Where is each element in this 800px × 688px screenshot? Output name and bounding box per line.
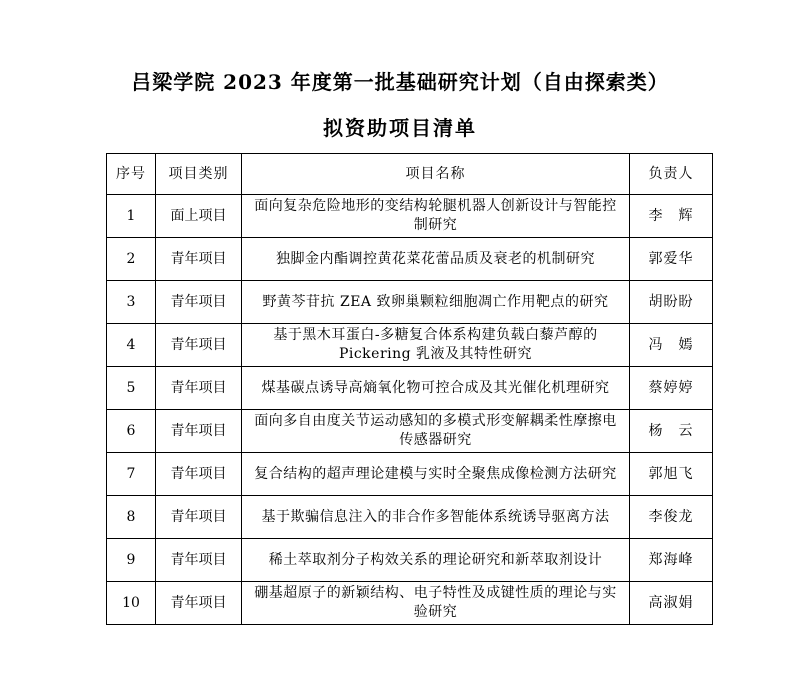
row-number: 8	[107, 496, 156, 539]
row-project-name: 面向复杂危险地形的变结构轮腿机器人创新设计与智能控制研究	[242, 195, 630, 238]
row-number: 1	[107, 195, 156, 238]
header-number: 序号	[107, 154, 156, 195]
table-row	[107, 582, 713, 625]
row-category: 青年项目	[156, 238, 242, 281]
row-category: 青年项目	[156, 453, 242, 496]
row-number: 10	[107, 582, 156, 625]
row-leader: 郭爱华	[630, 238, 713, 281]
project-table	[106, 153, 713, 625]
row-category: 青年项目	[156, 324, 242, 367]
row-number: 9	[107, 539, 156, 582]
header-project-name: 项目名称	[242, 154, 630, 195]
table-row	[107, 281, 713, 324]
row-project-name: 野黄芩苷抗 ZEA 致卵巢颗粒细胞凋亡作用靶点的研究	[242, 281, 630, 324]
row-leader: 郑海峰	[630, 539, 713, 582]
row-leader: 杨 云	[630, 410, 713, 453]
row-leader: 蔡婷婷	[630, 367, 713, 410]
table-row	[107, 496, 713, 539]
row-number: 6	[107, 410, 156, 453]
table-header-row	[107, 154, 713, 195]
row-category: 青年项目	[156, 539, 242, 582]
row-leader: 李 辉	[630, 195, 713, 238]
row-number: 4	[107, 324, 156, 367]
row-number: 7	[107, 453, 156, 496]
document-title: 吕梁学院 2023 年度第一批基础研究计划（自由探索类）	[131, 70, 669, 94]
header-leader: 负责人	[630, 154, 713, 195]
row-project-name: 基于黑木耳蛋白-多糖复合体系构建负载白藜芦醇的 Pickering 乳液及其特性研究	[242, 324, 630, 367]
table-row	[107, 367, 713, 410]
row-category: 青年项目	[156, 410, 242, 453]
row-category: 青年项目	[156, 496, 242, 539]
table-row	[107, 195, 713, 238]
row-leader: 胡盼盼	[630, 281, 713, 324]
header-category: 项目类别	[156, 154, 242, 195]
row-number: 5	[107, 367, 156, 410]
row-project-name: 面向多自由度关节运动感知的多模式形变解耦柔性摩擦电传感器研究	[242, 410, 630, 453]
row-project-name: 煤基碳点诱导高熵氧化物可控合成及其光催化机理研究	[242, 367, 630, 410]
table-row	[107, 410, 713, 453]
row-leader: 高淑娟	[630, 582, 713, 625]
table-row	[107, 238, 713, 281]
row-category: 青年项目	[156, 281, 242, 324]
document-subtitle: 拟资助项目清单	[323, 116, 477, 140]
row-project-name: 独脚金内酯调控黄花菜花蕾品质及衰老的机制研究	[242, 238, 630, 281]
table-row	[107, 539, 713, 582]
row-project-name: 硼基超原子的新颖结构、电子特性及成键性质的理论与实验研究	[242, 582, 630, 625]
row-project-name: 稀土萃取剂分子构效关系的理论研究和新萃取剂设计	[242, 539, 630, 582]
row-project-name: 基于欺骗信息注入的非合作多智能体系统诱导驱离方法	[242, 496, 630, 539]
row-category: 面上项目	[156, 195, 242, 238]
row-leader: 冯 嫣	[630, 324, 713, 367]
row-number: 3	[107, 281, 156, 324]
table-row	[107, 324, 713, 367]
row-category: 青年项目	[156, 582, 242, 625]
row-leader: 郭旭飞	[630, 453, 713, 496]
row-leader: 李俊龙	[630, 496, 713, 539]
row-project-name: 复合结构的超声理论建模与实时全聚焦成像检测方法研究	[242, 453, 630, 496]
row-number: 2	[107, 238, 156, 281]
row-category: 青年项目	[156, 367, 242, 410]
table-row	[107, 453, 713, 496]
